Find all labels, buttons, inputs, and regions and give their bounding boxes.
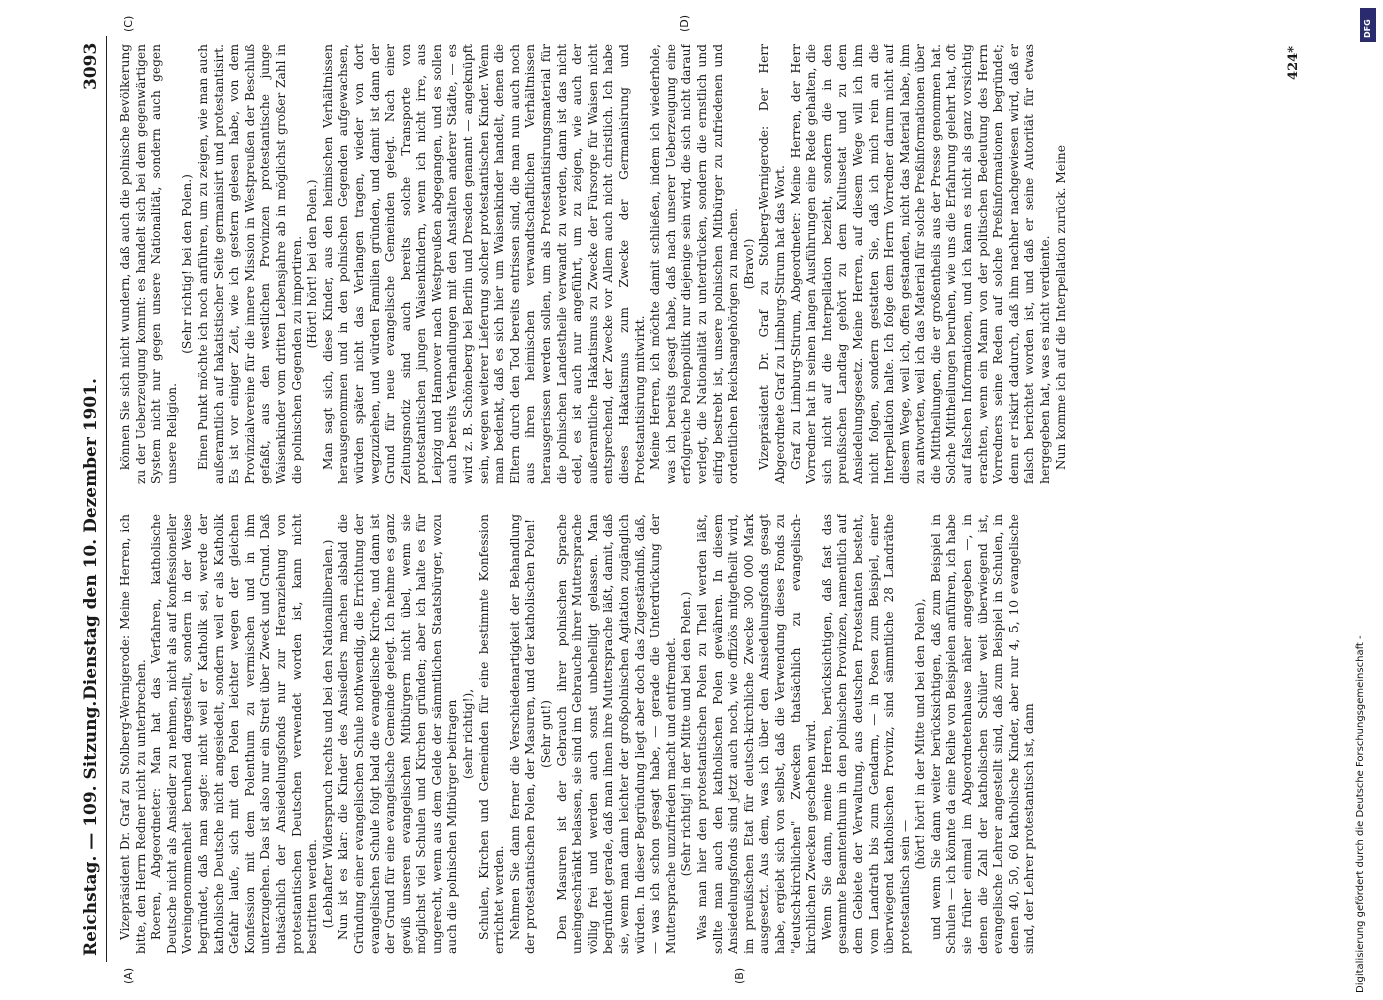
digitization-text: Digitalisierung gefördert durch die Deutsche Forschungsgemeinschaft - (1355, 635, 1366, 993)
page-number: 3093 (81, 42, 101, 90)
margin-mark-c: (C) (122, 15, 135, 32)
paragraph: Einen Punkt möchte ich noch anführen, um zu zeigen, wie man auch außeramtlich auf hakatistischer Seite germanisirt und protestantisirt. Es ist vor einiger Zeit, wie ich gestern gelesen habe, von dem Provinzialvereine für die innere Mission in Westpreußen der Beschluß gefaßt, aus den westlichen Provinzen protestantische junge Waisenkinder vom dritten Lebensjahre ab in möglichst großer Zahl in die polnischen Gegenden zu importiren. (195, 44, 304, 484)
paragraph: können Sie sich nicht wundern, daß auch die polnische Bevölkerung zu der Ueberzeugung kommt: es handelt sich bei dem gegenwärtigen System nicht nur gegen unsere Nationalität, sondern auch gegen unsere Religion. (118, 44, 179, 484)
interjection: (Sehr richtig! in der Mitte und bei den Polen.) (679, 591, 694, 877)
paragraph: Wenn Sie dann, meine Herren, berücksichtigen, daß fast das gesammte Beamtenthum in den polnischen Provinzen, namentlich auf dem Gebiete der Verwaltung, aus deutschen Protestanten besteht, vom Landrath bis zum Gendarm, — in Posen zum Beispiel, einer überwiegend katholischen Provinz, sind sämmtliche 28 Landräthe protestantisch sein — (819, 514, 912, 954)
document-page (78, 14, 1318, 984)
margin-mark-b: (B) (733, 967, 746, 984)
paragraph: Vizepräsident Dr. Graf zu Stolberg-Wernigerode: Der Herr Abgeordnete Graf zu Limburg-Stirum hat das Wort. (757, 44, 787, 484)
paragraph: Nehmen Sie dann ferner die Verschiedenartigkeit der Behandlung der protestantischen Polen, der Masuren, und der katholischen Polen! (507, 514, 538, 954)
interjection: (sehr richtig!), (461, 688, 476, 780)
header-left: Reichstag. — 109. Sitzung. (81, 700, 101, 956)
dfg-logo: DFG (1360, 8, 1376, 42)
paragraph: und wenn Sie dann weiter berücksichtigen, daß zum Beispiel in Schulen — ich könnte da eine Reihe von Beispielen anführen, ich habe sie früher einmal im Abgeordnetenhause näher angegeben —, in denen die Zahl der katholischen Schüler weit überwiegend ist, evangelische Lehrer angestellt sind, daß zum Beispiel in Schulen, in denen 40, 50, 60 katholische Kinder, aber nur 4, 5, 10 evangelische sind, der Lehrer protestantisch ist, dann (928, 514, 1037, 954)
paragraph: Nun ist es klar: die Kinder des Ansiedlers machen alsbald die Gründung einer evangelischen Schule nothwendig, die Errichtung der evangelischen Schule folgt bald die evangelische Kirche, und dann ist der Grund für eine evangelische Gemeinde gelegt. Ich nehme es ganz gewiß unseren evangelischen Mitbürgern nicht übel, wenn sie möglichst viel Schulen und Kirchen gründen; aber ich halte es für ungerecht, wenn aus dem Gelde der sämmtlichen Staatsbürger, wozu auch die polnischen Mitbürger beitragen (336, 514, 460, 954)
paragraph: Schulen, Kirchen und Gemeinden für eine bestimmte Konfession errichtet werden. (476, 514, 507, 954)
interjection: (hört! hört! in der Mitte und bei den Polen), (913, 598, 928, 870)
paragraph: Graf zu Limburg-Stirum, Abgeordneter: Meine Herren, der Herr Vorredner hat in seinen langen Ausführungen eine Rede gehalten, die sich nicht auf die Interpellation bezieht, sondern die in den preußischen Landtag gehört zu dem Kultusetat und zu dem Ansiedelungsgesetz. Meine Herren, auf diesem Wege will ich ihm nicht folgen, sondern gestatten Sie, daß ich mich rein an die Interpellation halte. Ich folge dem Herrn Vorredner darum nicht auf diesem Wege, weil ich, offen gestanden, nicht das Material habe, ihm zu antworten, weil ich das Material für solche Preßinformationen über die Mittheilungen, die er großentheils aus der Presse genommen hat. Solche Mittheilungen beruhen, wie uns die Erfahrung gelehrt hat, oft auf falschen Informationen, und ich kann es nicht als ganz vorsichtig erachten, wenn ein Mann von der politischen Bedeutung des Herrn Vorredners seine Reden auf solche Preßinformationen begründet; denn er riskirt dadurch, daß ihm nachher nachgewiesen wird, daß er falsch berichtet worden ist, und daß er seine Autorität für etwas hergegeben hat, was es nicht verdiente. (788, 44, 1053, 484)
interjection: (Sehr gut!) (539, 699, 554, 769)
interjection: (Hört! hört! bei den Polen.) (305, 179, 320, 349)
margin-mark-a: (A) (122, 967, 135, 984)
left-column (118, 514, 1308, 954)
digitization-note (1355, 8, 1375, 998)
header-date: Dienstag den 10. Dezember 1901. (81, 378, 101, 700)
paragraph: Roeren, Abgeordneter: Man hat das Verfahren, katholische Deutsche nicht als Ansiedler zu nehmen, nicht als auf konfessioneller Voreingenommenheit beruhend dargestellt, sondern in der Weise begründet, daß man sagte: nicht weil er Katholik sei, werde der katholische Deutsche nicht angesiedelt, sondern weil er als Katholik Gefahr laufe, sich mit den Polen leichter wegen der gleichen Konfession mit dem Polenthum zu vermischen und in ihm unterzugehen. Das ist also nur ein Streit über Zweck und Grund. Daß thatsächlich der Ansiedelungsfonds nur zur Heranziehung von protestantischen Deutschen verwendet worden ist, kann nicht bestritten werden. (149, 514, 320, 954)
interjection: (Sehr richtig! bei den Polen.) (180, 174, 195, 354)
sheet-signature: 424* (1286, 46, 1301, 80)
interjection: (Lebhafter Widerspruch rechts und bei den Nationalliberalen.) (320, 539, 335, 929)
paragraph: Vizepräsident Dr. Graf zu Stolberg-Wernigerode: Meine Herren, ich bitte, den Herrn Redner nicht zu unterbrechen. (118, 514, 148, 954)
right-column (118, 44, 1308, 484)
interjection: (Bravo!) (741, 238, 756, 290)
page-header (78, 36, 107, 962)
paragraph: Man sagt sich, diese Kinder, aus den heimischen Verhältnissen herausgenommen und in den polnischen Gegenden aufgewachsen, würden später nicht das Verlangen tragen, wieder von dort wegzuziehen, und würden Familien gründen, und damit ist dann der Grund für neue evangelische Gemeinden gelegt. Nach einer Zeitungsnotiz sind auch bereits solche Transporte von protestantischen jungen Waisenkindern, wenn ich nicht irre, aus Leipzig und Hannover nach Westpreußen abgegangen, und es sollen auch bereits Verhandlungen mit den Anstalten anderer Städte, — es wird z. B. Schöneberg bei Berlin und Dresden genannt — angeknüpft sein, wegen weiterer Lieferung solcher protestantischen Kinder. Wenn man bedenkt, daß es sich hier um Waisenkinder handelt, denen die Eltern durch den Tod bereits entrissen sind, die man nun auch noch aus ihren heimischen verwandtschaftlichen Verhältnissen herausgerissen werden sollen, um als Protestantisirungsmaterial für die polnischen Landestheile verwandt zu werden, dann ist das nicht edel, es ist auch nur angeführt, um zu zeigen, wie auch der außeramtliche Hakatismus zu Zwecke der Fürsorge für Waisen nicht entsprechend, der Zwecke vor Allem auch nicht christlich. Ich habe dieses Hakatismus zum Zwecke der Germanisirung und Protestantisirung mitwirkt. (320, 44, 647, 484)
paragraph: Den Masuren ist der Gebrauch ihrer polnischen Sprache uneingeschränkt belassen, sie sind im Gebrauche ihrer Muttersprache völlig frei und werden auch sonst unbehelligt gelassen. Man begründet gerade, daß man ihnen ihre Muttersprache läßt, damit, daß sie, wenn man dann leichter der großpolnischen Agitation zugänglich würden. In dieser Begründung liegt aber doch das Zugeständniß, daß, — was ich schon gesagt habe, — gerade die Unterdrückung der Muttersprache unzufrieden macht und entfremdet. (554, 514, 678, 954)
margin-mark-d: (D) (678, 14, 691, 32)
paragraph: Was man hier den protestantischen Polen zu Theil werden läßt, sollte man auch den katholischen Polen gewähren. In diesem Ansiedelungsfonds sind jetzt auch noch, wie offiziös mitgetheilt wird, im preußischen Etat für deutsch-kirchliche Zwecke 300 000 Mark ausgesetzt. Aus dem, was ich über den Ansiedelungsfonds gesagt habe, ergiebt sich von selbst, daß die Verwendung dieses Fonds zu "deutsch-kirchlichen" Zwecken thatsächlich zu evangelisch-kirchlichen Zwecken geschehen wird. (694, 514, 819, 954)
paragraph: Nun komme ich auf die Interpellation zurück. Meine (1053, 145, 1068, 470)
paragraph: Meine Herren, ich möchte damit schließen, indem ich wiederhole, was ich bereits gesagt habe, daß nach unserer Ueberzeugung eine erfolgreiche Polenpolitik nur diejenige sein wird, die sich nicht darauf verlegt, die Nationalität zu unterdrücken, sondern die ernstlich und eifrig bestrebt ist, unsere polnischen Mitbürger zu zufriedenen und ordentlichen Reichsangehörigen zu machen. (648, 44, 741, 484)
